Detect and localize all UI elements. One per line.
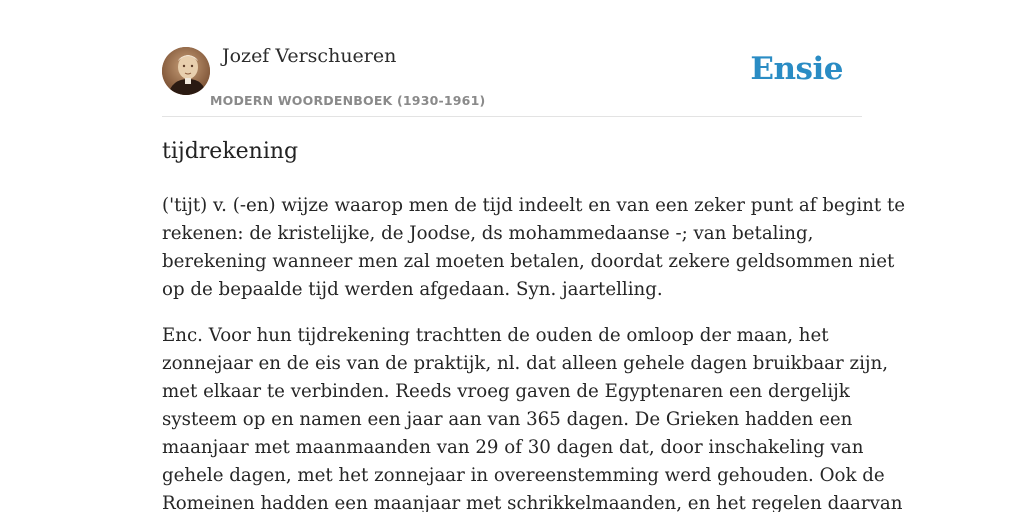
author-portrait-icon: [162, 47, 210, 95]
author-avatar[interactable]: [162, 47, 210, 95]
text-line: ('tijt) v. (-en) wijze waarop men de tijd indeelt en van een zeker punt af begint te: [162, 195, 906, 216]
text-line: berekening wanneer men zal moeten betalen, doordat zekere geldsommen niet: [162, 251, 895, 272]
author-name[interactable]: Jozef Verschueren: [222, 45, 397, 67]
entry-body: [162, 192, 906, 512]
ensie-logo[interactable]: Ensie: [750, 51, 843, 87]
entry-header: [162, 44, 862, 117]
source-label[interactable]: MODERN WOORDENBOEK (1930-1961): [210, 93, 486, 108]
text-line: Romeinen hadden een maanjaar met schrikkelmaanden, en het regelen daarvan: [162, 493, 903, 512]
text-line: met elkaar te verbinden. Reeds vroeg gaven de Egyptenaren een dergelijk: [162, 381, 850, 402]
text-line: rekenen: de kristelijke, de Joodse, ds mohammedaanse -; van betaling,: [162, 223, 814, 244]
entry-title: tijdrekening: [162, 139, 299, 164]
text-line: Enc. Voor hun tijdrekening trachtten de ouden de omloop der maan, het: [162, 325, 829, 346]
text-line: gehele dagen, met het zonnejaar in overeenstemming werd gehouden. Ook de: [162, 465, 885, 486]
text-line: maanjaar met maanmaanden van 29 of 30 dagen dat, door inschakeling van: [162, 437, 864, 458]
text-line: op de bepaalde tijd werden afgedaan. Syn. jaartelling.: [162, 279, 663, 300]
encyclopedia-paragraph: [162, 322, 903, 512]
text-line: systeem op en namen een jaar aan van 365 dagen. De Grieken hadden een: [162, 409, 853, 430]
text-line: zonnejaar en de eis van de praktijk, nl. dat alleen gehele dagen bruikbaar zijn,: [162, 353, 889, 374]
definition-paragraph: [162, 192, 906, 304]
